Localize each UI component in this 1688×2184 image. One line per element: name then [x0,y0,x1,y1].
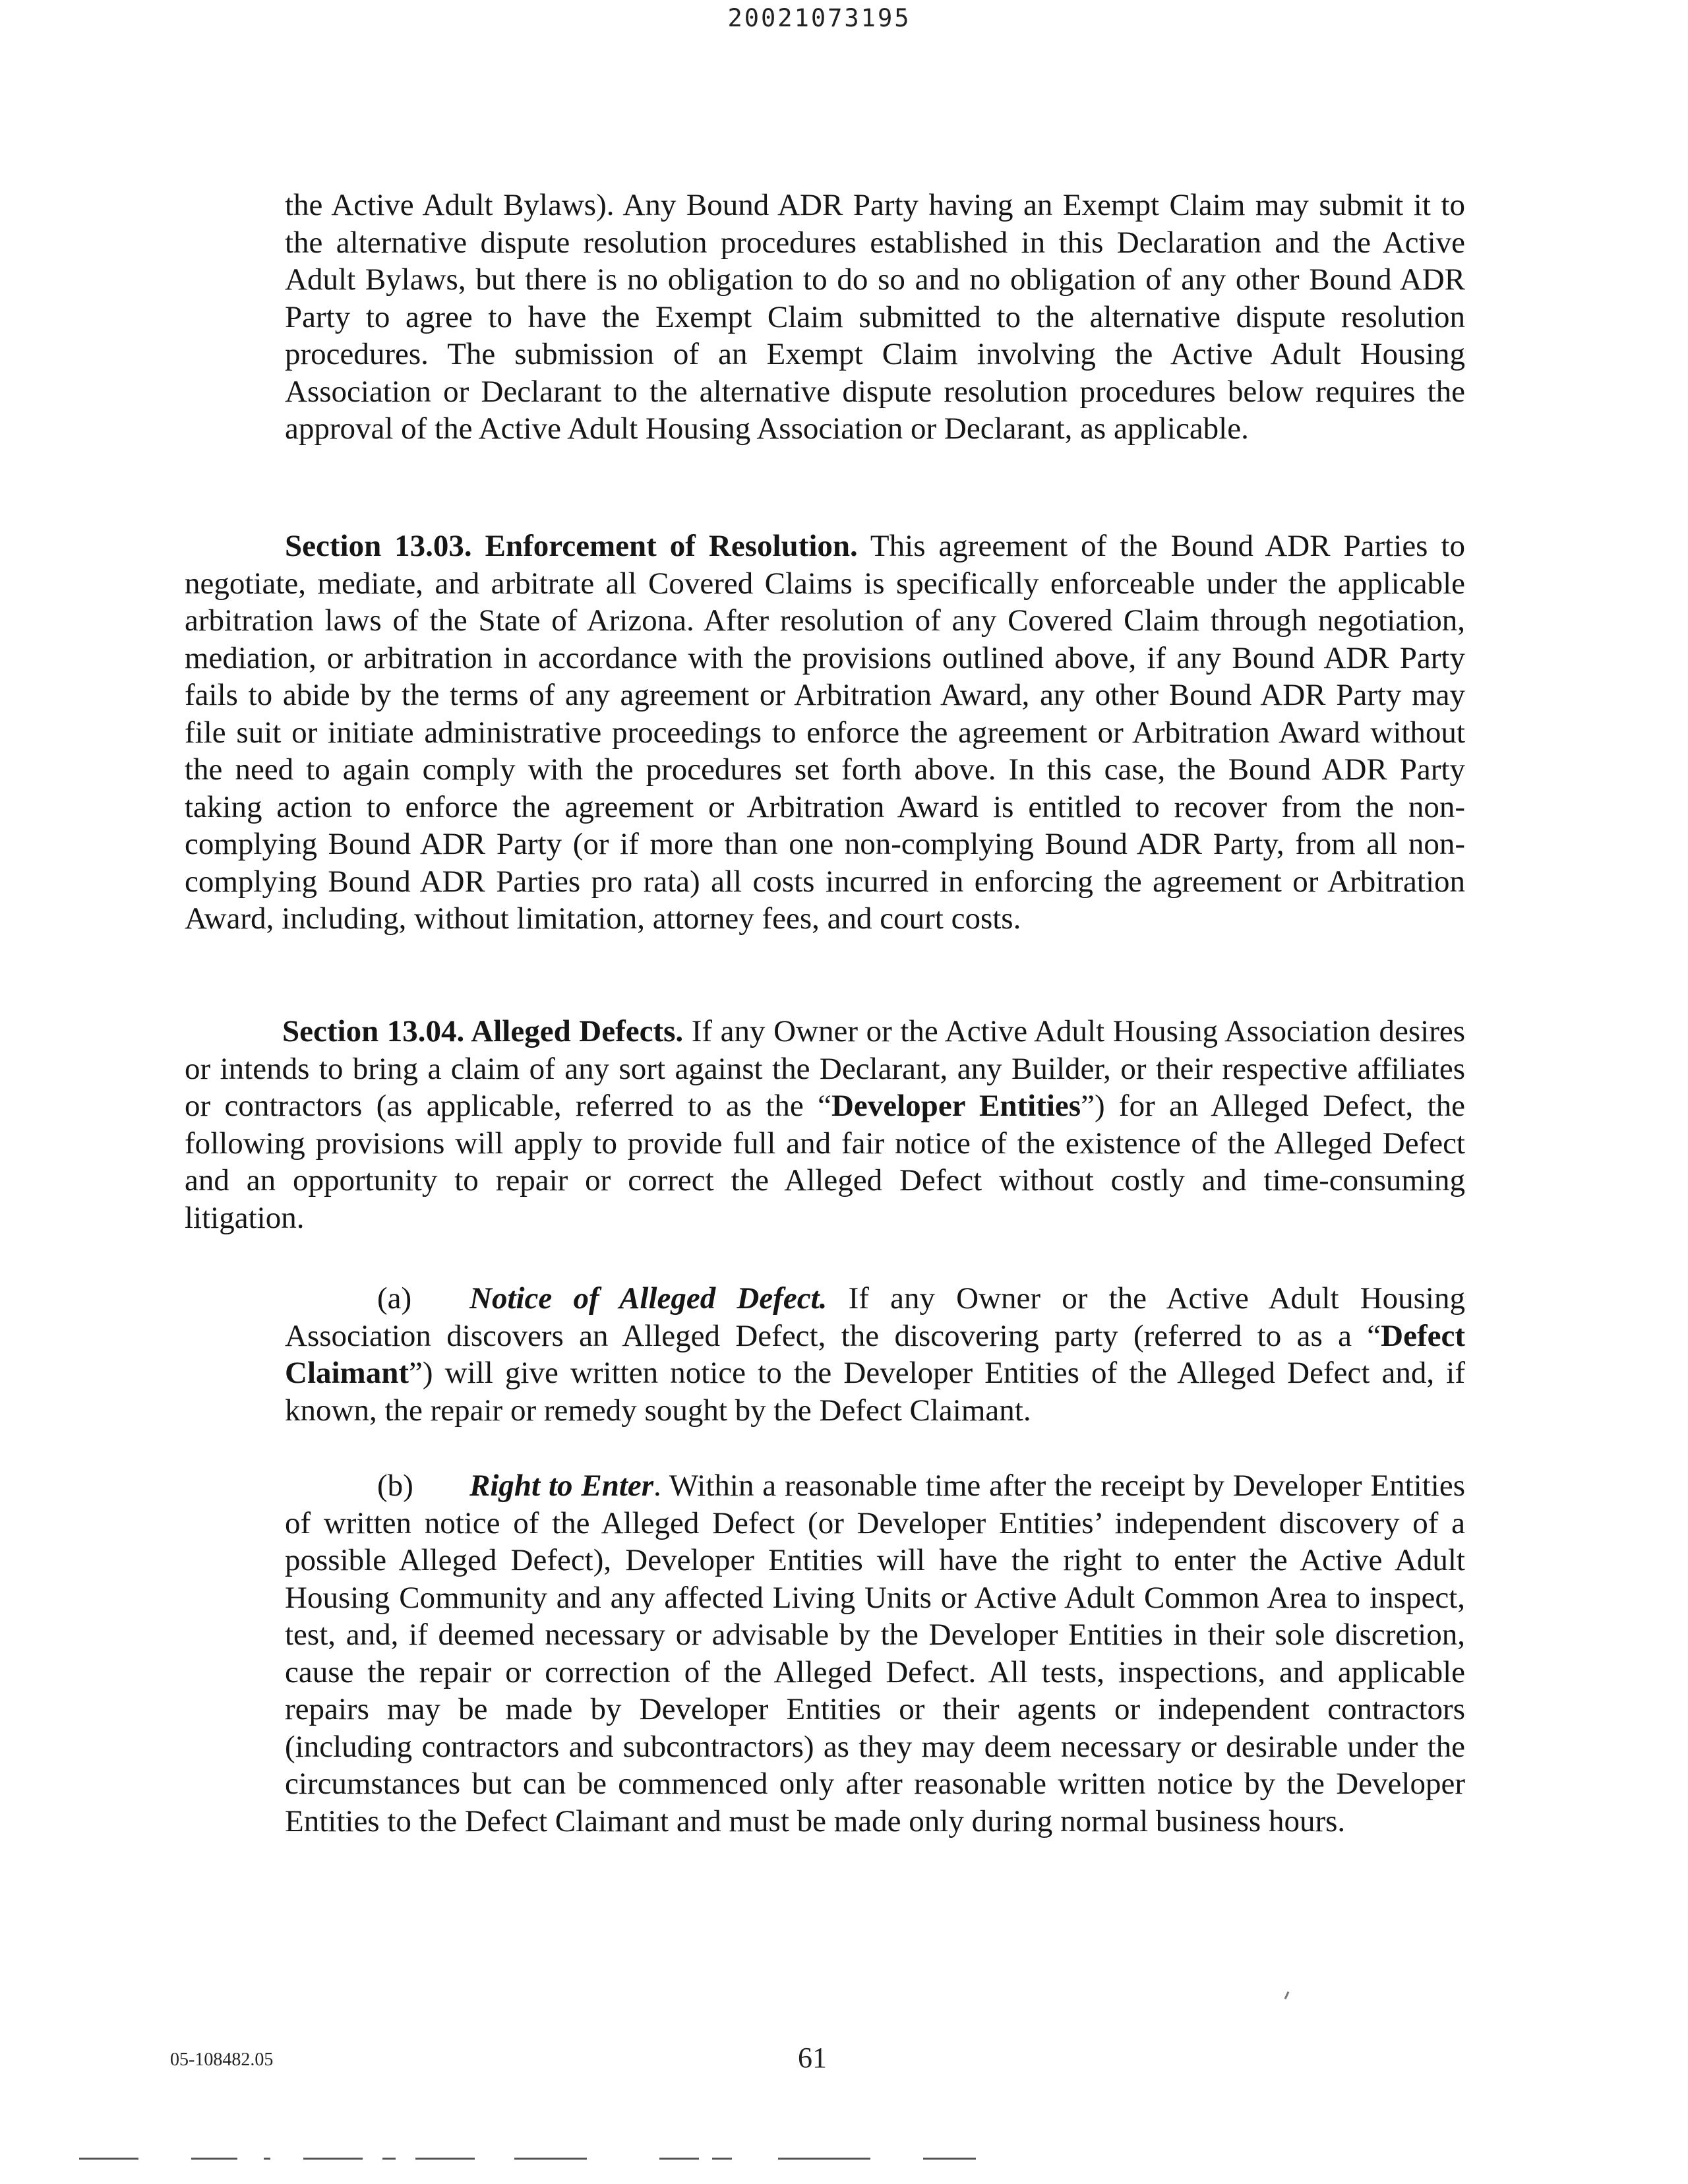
section-13-04 [185,1013,1465,1236]
defined-term: Developer Entities [831,1089,1081,1123]
subsection-label: (b) [377,1469,413,1503]
section-text-before: If any Owner or the Active Adult Housing Association desires or intends to bring a claim of any sort against the Declarant, any Builder, or their respective affiliates or contractors (as applicable, referred to as the “ [185,1014,1466,1123]
defined-term: Defect Claimant [285,1318,1465,1390]
subsection-title: Notice of Alleged Defect. [469,1281,828,1316]
subsection-text: . Within a reasonable time after the receipt by Developer Entities of written notice of the Alleged Defect (or Developer Entities’ independent discovery of a possible Alleged Defect), Developer Entities will have the right to enter the Active Adult Housing Community and any affected Living Units or Active Adult Common Area to inspect, test, and, if deemed necessary or advisable by the Developer Entities in their sole discretion, cause the repair or correction of the Alleged Defect. All tests, inspections, and applicable repairs may be made by Developer Entities or their agents or independent contractors (including contractors and subcontractors) as they may deem necessary or desirable under the circumstances but can be commenced only after reasonable written notice by the Developer Entities to the Defect Claimant and must be made only during normal business hours. [285,1469,1466,1838]
page-number: 61 [798,2042,827,2074]
subsection-a [285,1280,1465,1429]
section-text: This agreement of the Bound ADR Parties to negotiate, mediate, and arbitrate all Covered Claims is specifically enforceable under the applicable arbitration laws of the State of Arizona. After resolution of any Covered Claim through negotiation, mediation, or arbitration in accordance with the provisions outlined above, if any Bound ADR Party fails to abide by the terms of any agreement or Arbitration Award, any other Bound ADR Party may file suit or initiate administrative proceedings to enforce the agreement or Arbitration Award without the need to again comply with the procedures set forth above. In this case, the Bound ADR Party taking action to enforce the agreement or Arbitration Award is entitled to recover from the non-complying Bound ADR Party (or if more than one non-complying Bound ADR Party, from all non- complying Bound ADR Parties pro rata) all costs incurred in enforcing the agreement or Arbitration Award, including, without limitation, attorney fees, and court costs. [185,529,1465,936]
footer-doc-code: 05-108482.05 [170,2049,274,2070]
section-13-03 [185,528,1465,938]
subsection-text-before: If any Owner or the Active Adult Housing Association discovers an Alleged Defect, the discovering party (referred to as a “ [285,1281,1465,1353]
subsection-label: (a) [377,1281,412,1316]
paragraph-text: the Active Adult Bylaws). Any Bound ADR Party having an Exempt Claim may submit it to the alternative dispute resolution procedures established in this Declaration and the Active Adult Bylaws, but there is no obligation to do so and no obligation of any other Bound ADR Party to agree to have the Exempt Claim submitted to the alternative dispute resolution procedures. The submission of an Exempt Claim involving the Active Adult Housing Association or Declarant to the alternative dispute resolution procedures below requires the approval of the Active Adult Housing Association or Declarant, as applicable. [285,188,1465,446]
section-text-after: ”) for an Alleged Defect, the following provisions will apply to provide full and fair notice of the existence of the Alleged Defect and an opportunity to repair or correct the Alleged Defect without costly and time-consuming litigation. [185,1089,1466,1235]
section-heading: Section 13.04. Alleged Defects. [282,1014,684,1048]
scan-edge-marks [79,2158,989,2162]
subsection-text-after: ”) will give written notice to the Developer Entities of the Alleged Defect and, if known, the repair or remedy sought by the Defect Claimant. [285,1356,1465,1428]
subsection-b [285,1467,1465,1840]
document-number: 20021073195 [727,4,911,32]
subsection-title: Right to Enter [469,1469,654,1503]
section-heading: Section 13.03. Enforcement of Resolution. [285,529,858,563]
paragraph-continuation [285,187,1465,448]
